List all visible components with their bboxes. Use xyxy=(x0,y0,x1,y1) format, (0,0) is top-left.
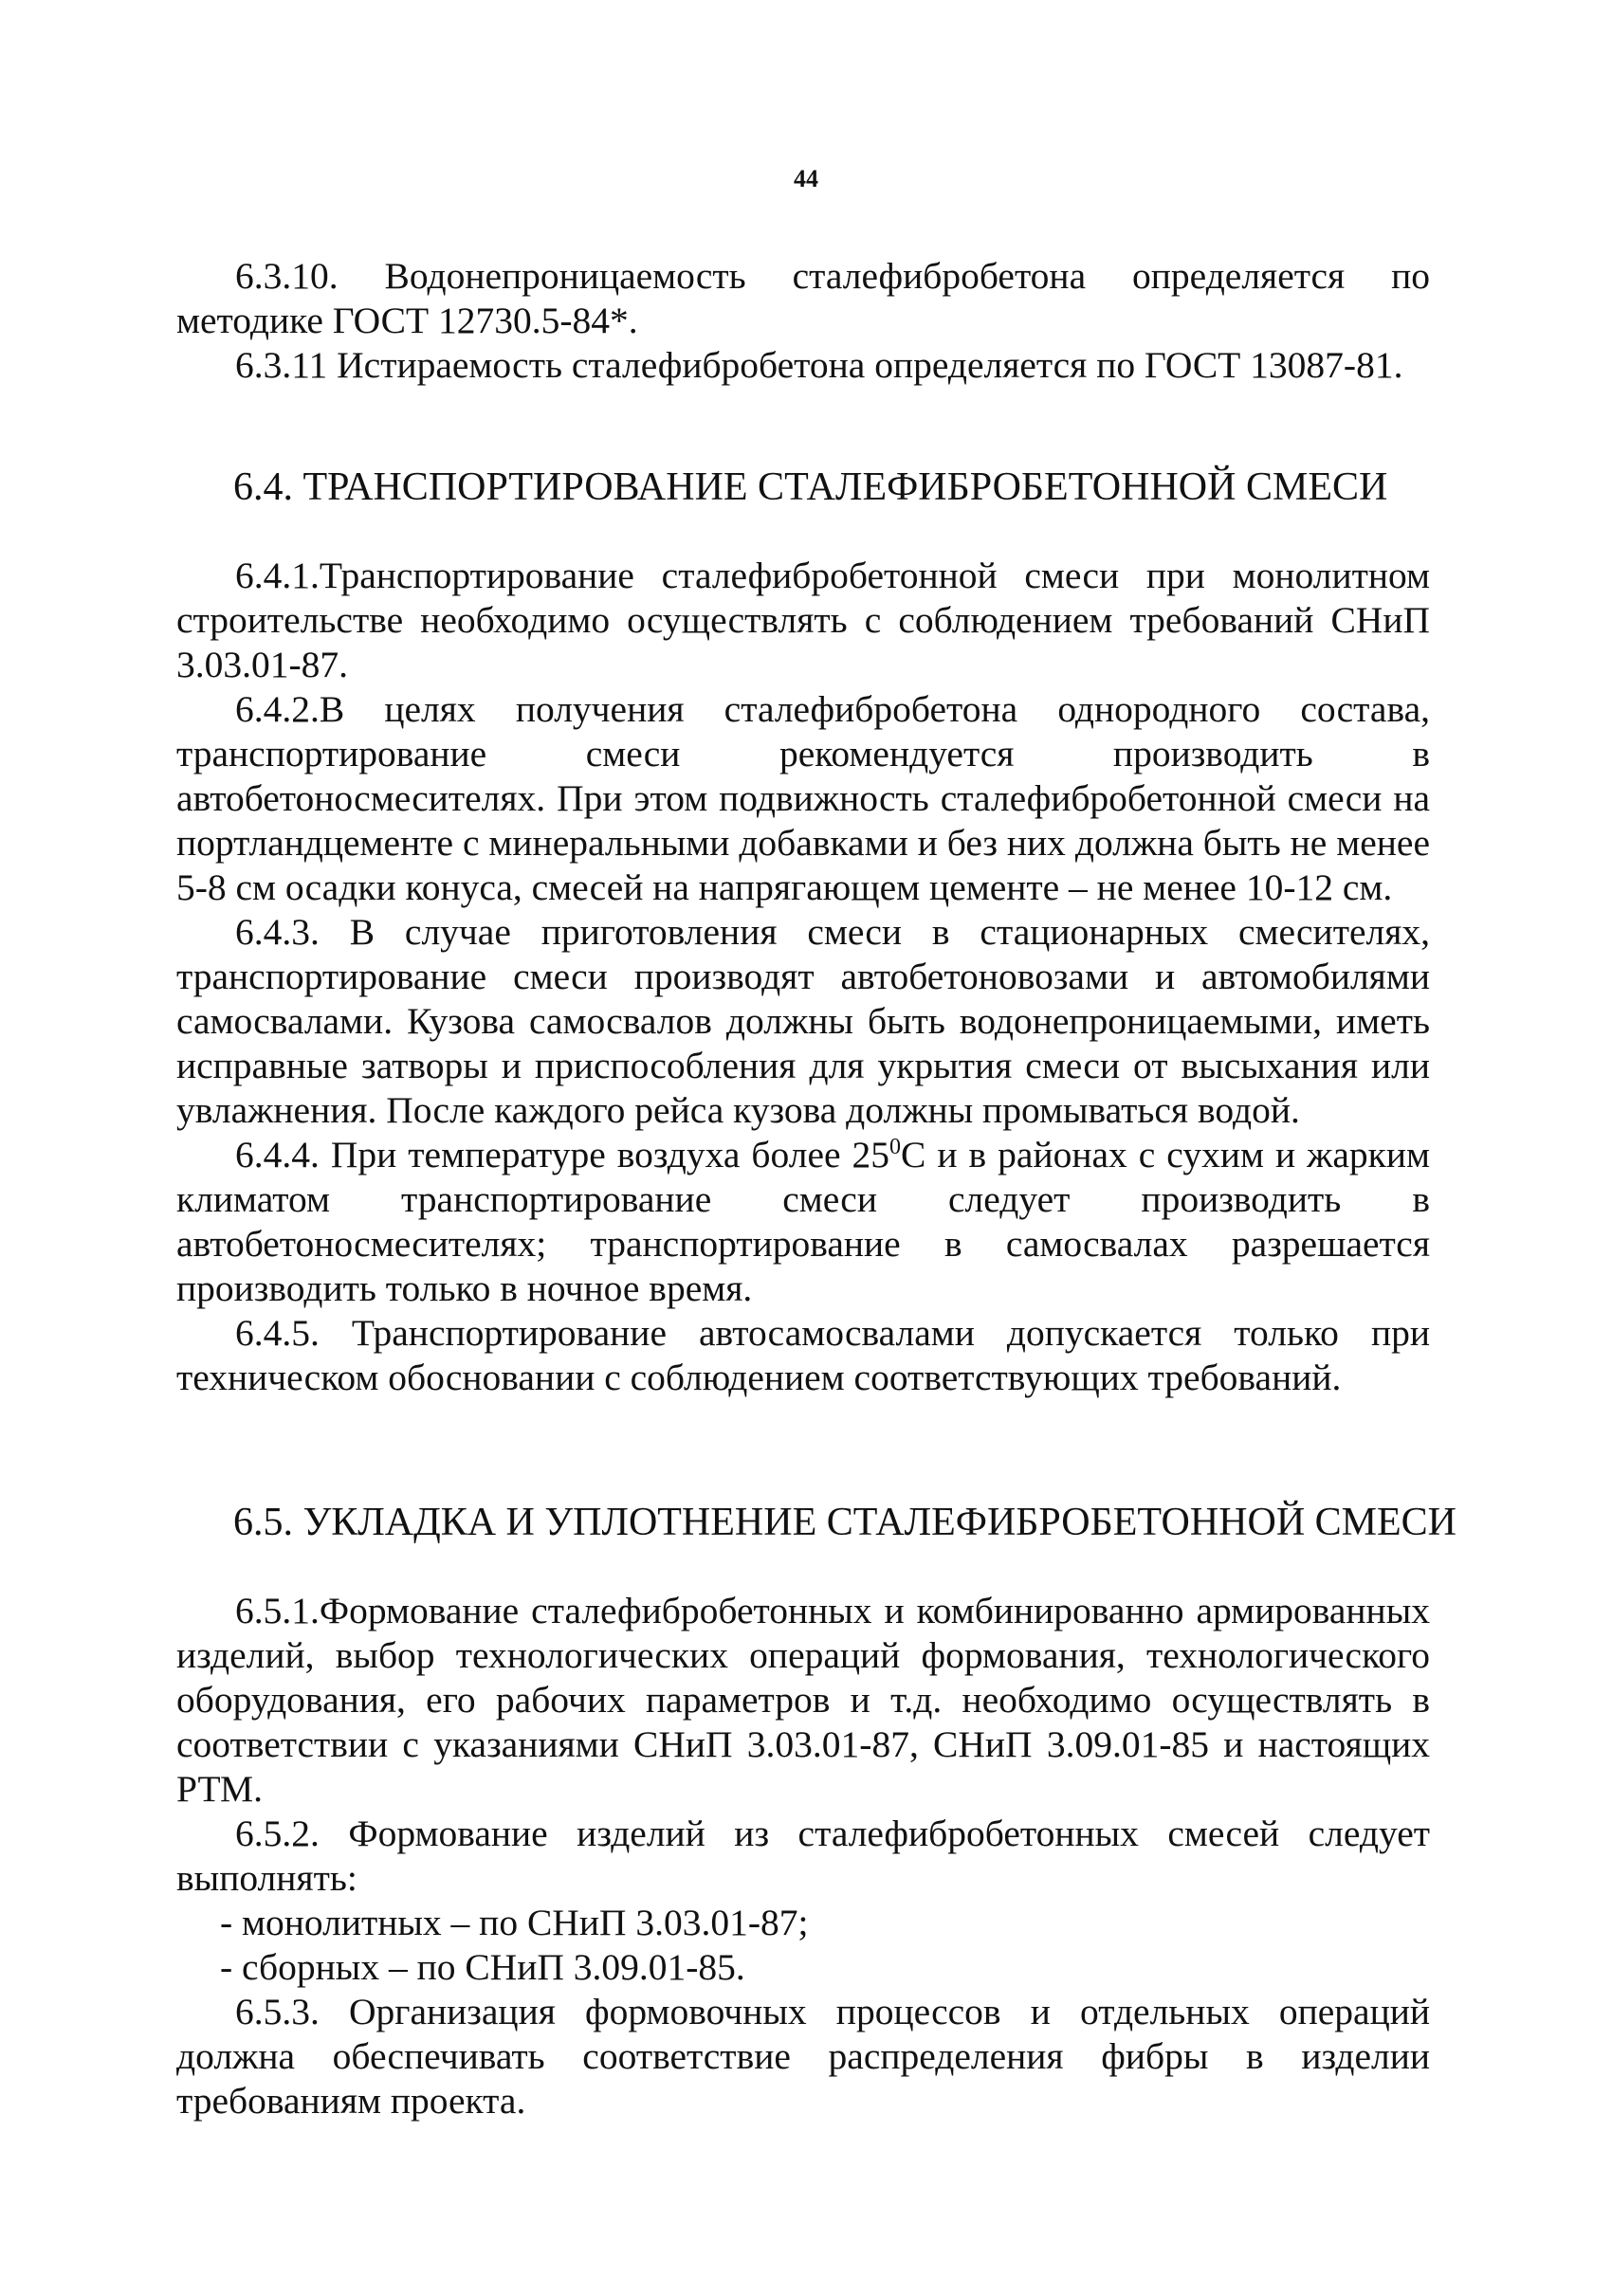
paragraph-6-3-10: 6.3.10. Водонепроницаемость сталефибробетона определяется по методике ГОСТ 12730.5-84*. xyxy=(176,255,1430,341)
paragraph-6-5-2: 6.5.2. Формование изделий из сталефибробетонных смесей следует выполнять: xyxy=(176,1813,1430,1899)
section-6-3 xyxy=(176,254,1430,388)
list-item-prefabricated: - сборных – по СНиП 3.09.01-85. xyxy=(220,1946,745,1988)
section-heading-6-4: 6.4. ТРАНСПОРТИРОВАНИЕ СТАЛЕФИБРОБЕТОННОЙ СМЕСИ xyxy=(233,465,1388,509)
paragraph-6-5-3: 6.5.3. Организация формовочных процессов и отдельных операций должна обеспечивать соответствие распределения фибры в изделии требованиям проекта. xyxy=(176,1991,1430,2122)
paragraph-6-3-11: 6.3.11 Истираемость сталефибробетона определяется по ГОСТ 13087-81. xyxy=(235,344,1403,386)
paragraph-6-4-3: 6.4.3. В случае приготовления смеси в стационарных смесителях, транспортирование смеси производят автобетоновозами и автомобилями самосвалами. Кузова самосвалов должны быть водонепроницаемыми, иметь исправные затворы и приспособления для укрытия смеси от высыхания или увлажнения. После каждого рейса кузова должны промываться водой. xyxy=(176,911,1430,1131)
document-body xyxy=(176,161,1457,2123)
paragraph-6-4-4 xyxy=(176,1133,1430,1311)
section-heading-6-5: 6.5. УКЛАДКА И УПЛОТНЕНИЕ СТАЛЕФИБРОБЕТОННОЙ СМЕСИ xyxy=(233,1501,1457,1544)
paragraph-6-5-1: 6.5.1.Формование сталефибробетонных и комбинированно армированных изделий, выбор технологических операций формования, технологического оборудования, его рабочих параметров и т.д. необходимо осуществлять в соответствии с указаниями СНиП 3.03.01-87, СНиП 3.09.01-85 и настоящих РТМ. xyxy=(176,1590,1430,1810)
paragraph-6-4-4-end: С и в районах с сухим и жарким климатом транспортирование смеси следует производить в автобетоносмесителях; транспортирование в самосвалах разрешается производить только в ночное время. xyxy=(176,1134,1430,1309)
paragraph-6-4-1: 6.4.1.Транспортирование сталефибробетонной смеси при монолитном строительстве необходимо осуществлять с соблюдением требований СНиП 3.03.01-87. xyxy=(176,555,1430,685)
list-item-monolithic: - монолитных – по СНиП 3.03.01-87; xyxy=(220,1902,809,1943)
degree-superscript: 0 xyxy=(889,1134,902,1159)
section-6-4 xyxy=(176,554,1430,1400)
paragraph-6-4-2: 6.4.2.В целях получения сталефибробетона однородного состава, транспортирование смеси рекомендуется производить в автобетоносмесителях. При этом подвижность сталефибробетонной смеси на портландцементе с минеральными добавками и без них должна быть не менее 5-8 см осадки конуса, смесей на напрягающем цементе – не менее 10-12 см. xyxy=(176,688,1430,908)
section-6-5 xyxy=(176,1589,1430,2123)
paragraph-6-4-5: 6.4.5. Транспортирование автосамосвалами допускается только при техническом обосновании с соблюдением соответствующих требований. xyxy=(176,1312,1430,1398)
paragraph-6-4-4-start: 6.4.4. При температуре воздуха более 25 xyxy=(235,1134,890,1175)
page-number: 44 xyxy=(794,165,818,192)
